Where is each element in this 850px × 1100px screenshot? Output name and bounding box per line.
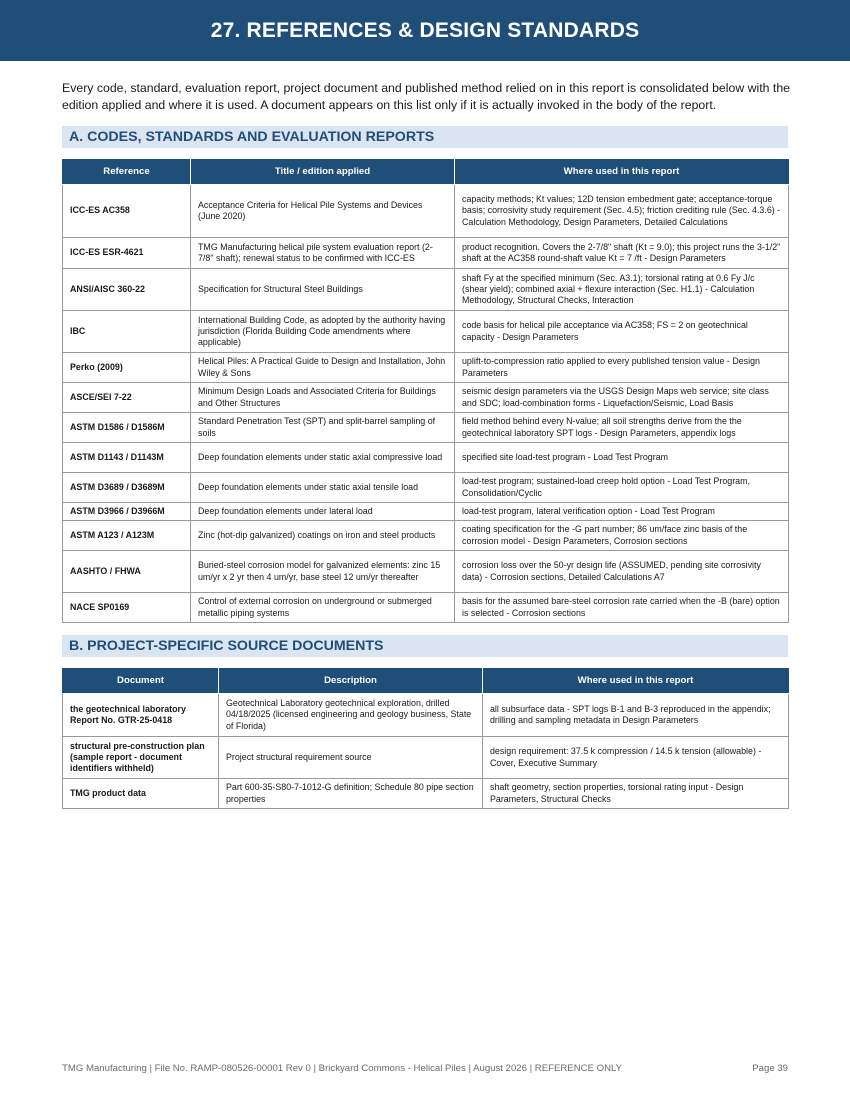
table-row bbox=[63, 593, 789, 623]
reference-cell: ASTM A123 / A123M bbox=[63, 521, 191, 551]
where-used-cell: field method behind every N-value; all soil strengths derive from the the geotechnical laboratory SPT logs - Design Parameters, appendix logs bbox=[455, 413, 789, 443]
intro-paragraph: Every code, standard, evaluation report, project document and published method relied on in this report is consolidated below with the edition applied and where it is used. A document appears on this list only if it is actually invoked in the body of the report. bbox=[62, 81, 790, 112]
where-used-cell: seismic design parameters via the USGS Design Maps web service; site class and SDC; load-combination forms - Liquefaction/Seismic, Load Basis bbox=[455, 383, 789, 413]
where-used-cell: shaft geometry, section properties, torsional rating input - Design Parameters, Structural Checks bbox=[483, 779, 789, 809]
where-used-cell: shaft Fy at the specified minimum (Sec. A3.1); torsional rating at 0.6 Fy J/c (shear yield); combined axial + flexure interaction (Sec. H1.1) - Calculation Methodology, Structural Checks, Interaction bbox=[455, 269, 789, 311]
where-used-cell: load-test program; sustained-load creep hold option - Load Test Program, Consolidation/Cyclic bbox=[455, 473, 789, 503]
table-row bbox=[63, 311, 789, 353]
reference-cell: ASTM D3689 / D3689M bbox=[63, 473, 191, 503]
table-row bbox=[63, 443, 789, 473]
reference-cell: AASHTO / FHWA bbox=[63, 551, 191, 593]
column-header-reference: Reference bbox=[63, 160, 191, 185]
where-used-cell: basis for the assumed bare-steel corrosion rate carried when the -B (bare) option is selected - Corrosion sections bbox=[455, 593, 789, 623]
title-cell: Acceptance Criteria for Helical Pile Systems and Devices (June 2020) bbox=[191, 185, 455, 238]
column-header-where-used: Where used in this report bbox=[483, 669, 789, 694]
column-header-title: Title / edition applied bbox=[191, 160, 455, 185]
title-cell: Zinc (hot-dip galvanized) coatings on iron and steel products bbox=[191, 521, 455, 551]
section-a-heading bbox=[62, 126, 788, 148]
title-cell: TMG Manufacturing helical pile system evaluation report (2-7/8" shaft); renewal status to be confirmed with ICC-ES bbox=[191, 238, 455, 269]
reference-cell: ICC-ES AC358 bbox=[63, 185, 191, 238]
reference-cell: ANSI/AISC 360-22 bbox=[63, 269, 191, 311]
title-cell: Project structural requirement source bbox=[219, 737, 483, 779]
table-row bbox=[63, 383, 789, 413]
section-b-title: B. PROJECT-SPECIFIC SOURCE DOCUMENTS bbox=[69, 638, 384, 654]
column-header-description: Description bbox=[219, 669, 483, 694]
reference-cell: ASTM D3966 / D3966M bbox=[63, 503, 191, 521]
where-used-cell: coating specification for the -G part number; 86 um/face zinc basis of the corrosion model - Design Parameters, Corrosion sections bbox=[455, 521, 789, 551]
title-cell: Deep foundation elements under static axial tensile load bbox=[191, 473, 455, 503]
reference-cell: ASTM D1586 / D1586M bbox=[63, 413, 191, 443]
reference-cell: IBC bbox=[63, 311, 191, 353]
title-cell: Part 600-35-S80-7-1012-G definition; Schedule 80 pipe section properties bbox=[219, 779, 483, 809]
page-title: 27. REFERENCES & DESIGN STANDARDS bbox=[210, 18, 640, 42]
reference-cell: the geotechnical laboratory Report No. GTR-25-0418 bbox=[63, 694, 219, 737]
reference-cell: ASTM D1143 / D1143M bbox=[63, 443, 191, 473]
title-cell: Helical Piles: A Practical Guide to Design and Installation, John Wiley & Sons bbox=[191, 353, 455, 383]
table-header-row bbox=[63, 669, 789, 694]
reference-cell: Perko (2009) bbox=[63, 353, 191, 383]
table-row bbox=[63, 503, 789, 521]
table-row bbox=[63, 694, 789, 737]
page-number: Page 39 bbox=[752, 1063, 788, 1074]
table-row bbox=[63, 737, 789, 779]
reference-cell: structural pre-construction plan (sample report - document identifiers withheld) bbox=[63, 737, 219, 779]
header-band bbox=[0, 0, 850, 61]
table-row bbox=[63, 473, 789, 503]
where-used-cell: corrosion loss over the 50-yr design life (ASSUMED, pending site corrosivity data) - Corrosion sections, Detailed Calculations A7 bbox=[455, 551, 789, 593]
where-used-cell: code basis for helical pile acceptance via AC358; FS = 2 on geotechnical capacity - Design Parameters bbox=[455, 311, 789, 353]
title-cell: Control of external corrosion on underground or submerged metallic piping systems bbox=[191, 593, 455, 623]
codes-standards-table bbox=[62, 159, 789, 623]
title-cell: Deep foundation elements under lateral load bbox=[191, 503, 455, 521]
title-cell: International Building Code, as adopted by the authority having jurisdiction (Florida Building Code amendments where applicable) bbox=[191, 311, 455, 353]
project-documents-table bbox=[62, 668, 789, 809]
table-row bbox=[63, 413, 789, 443]
table-row bbox=[63, 521, 789, 551]
page-footer bbox=[62, 1063, 788, 1074]
title-cell: Geotechnical Laboratory geotechnical exploration, drilled 04/18/2025 (licensed engineering and geology business, State of Florida) bbox=[219, 694, 483, 737]
reference-cell: ICC-ES ESR-4621 bbox=[63, 238, 191, 269]
reference-cell: TMG product data bbox=[63, 779, 219, 809]
where-used-cell: capacity methods; Kt values; 12D tension embedment gate; acceptance-torque basis; corrosivity study requirement (Sec. 4.5); friction crediting rule (Sec. 4.3.6) - Calculation Methodology, Design Parameters, Detailed Calculations bbox=[455, 185, 789, 238]
table-row bbox=[63, 353, 789, 383]
table-row bbox=[63, 551, 789, 593]
section-a-title: A. CODES, STANDARDS AND EVALUATION REPORTS bbox=[69, 129, 435, 145]
table-row bbox=[63, 238, 789, 269]
title-cell: Buried-steel corrosion model for galvanized elements: zinc 15 um/yr x 2 yr then 4 um/yr, base steel 12 um/yr thereafter bbox=[191, 551, 455, 593]
column-header-where-used: Where used in this report bbox=[455, 160, 789, 185]
table-row bbox=[63, 779, 789, 809]
where-used-cell: product recognition. Covers the 2-7/8" shaft (Kt = 9.0); this project runs the 3-1/2" shaft at the AC358 round-shaft value Kt = 7 /ft - Design Parameters bbox=[455, 238, 789, 269]
where-used-cell: uplift-to-compression ratio applied to every published tension value - Design Parameters bbox=[455, 353, 789, 383]
section-b-heading bbox=[62, 635, 788, 657]
reference-cell: NACE SP0169 bbox=[63, 593, 191, 623]
where-used-cell: all subsurface data - SPT logs B-1 and B-3 reproduced in the appendix; drilling and sampling metadata in Design Parameters bbox=[483, 694, 789, 737]
where-used-cell: design requirement: 37.5 k compression / 14.5 k tension (allowable) - Cover, Executive Summary bbox=[483, 737, 789, 779]
table-header-row bbox=[63, 160, 789, 185]
table-row bbox=[63, 185, 789, 238]
title-cell: Minimum Design Loads and Associated Criteria for Buildings and Other Structures bbox=[191, 383, 455, 413]
reference-cell: ASCE/SEI 7-22 bbox=[63, 383, 191, 413]
where-used-cell: load-test program, lateral verification option - Load Test Program bbox=[455, 503, 789, 521]
footer-text: TMG Manufacturing | File No. RAMP-080526-00001 Rev 0 | Brickyard Commons - Helical Piles | August 2026 | REFERENCE ONLY bbox=[62, 1063, 623, 1074]
column-header-document: Document bbox=[63, 669, 219, 694]
where-used-cell: specified site load-test program - Load Test Program bbox=[455, 443, 789, 473]
table-row bbox=[63, 269, 789, 311]
title-cell: Specification for Structural Steel Buildings bbox=[191, 269, 455, 311]
title-cell: Standard Penetration Test (SPT) and split-barrel sampling of soils bbox=[191, 413, 455, 443]
title-cell: Deep foundation elements under static axial compressive load bbox=[191, 443, 455, 473]
